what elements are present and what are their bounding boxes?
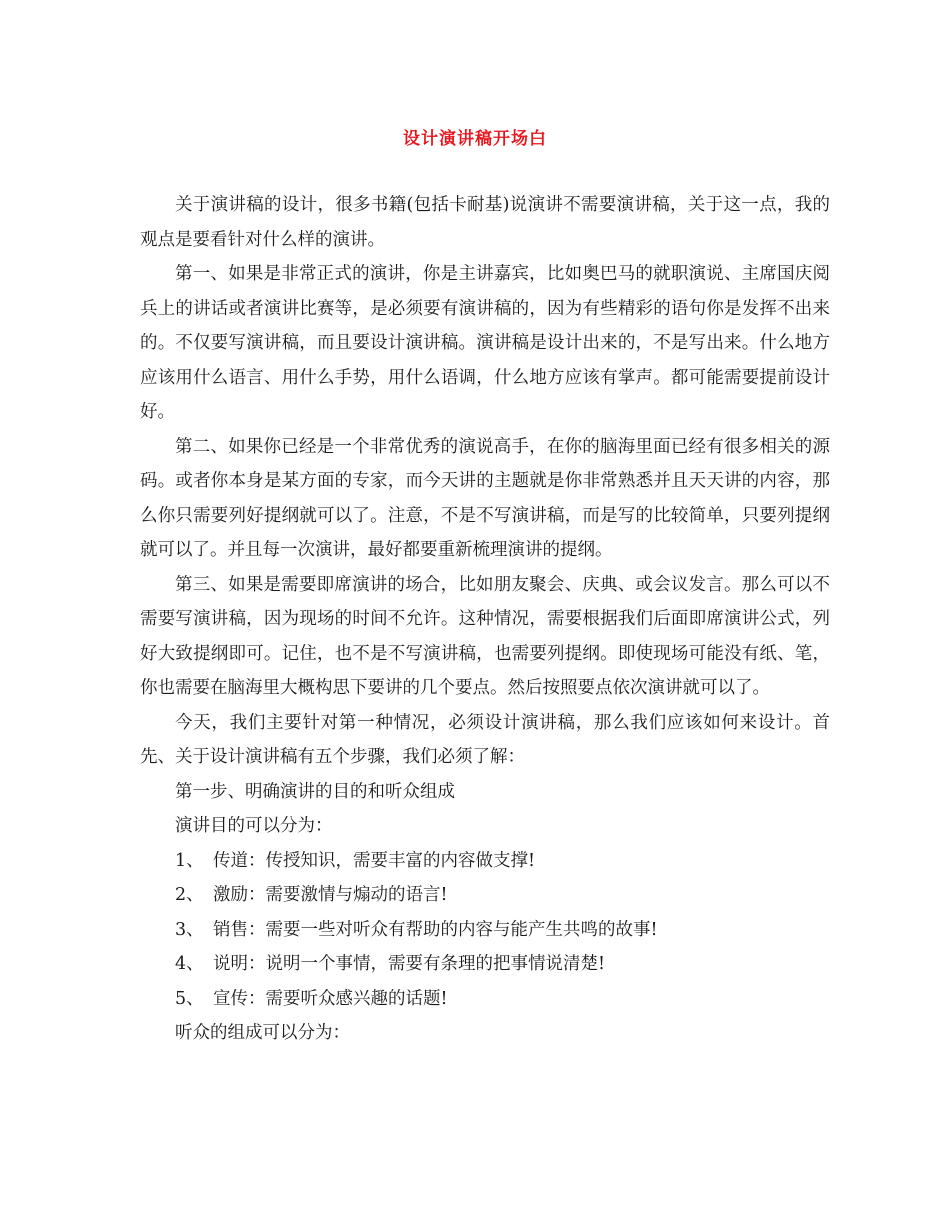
list-item	[140, 913, 830, 948]
list-item	[140, 878, 830, 913]
list-text: 激励：需要激情与煽动的语言!	[213, 885, 448, 905]
document-title: 设计演讲稿开场白	[403, 129, 547, 149]
paragraph-intro: 关于演讲稿的设计，很多书籍(包括卡耐基)说演讲不需要演讲稿，关于这一点，我的观点是要看针对什么样的演讲。	[140, 195, 830, 250]
step-heading: 第一步、明确演讲的目的和听众组成	[175, 781, 455, 802]
list-number: 5、	[175, 988, 204, 1009]
list-item	[140, 982, 830, 1017]
list-text: 传道：传授知识，需要丰富的内容做支撑!	[213, 850, 536, 871]
paragraph-second-case: 第二、如果你已经是一个非常优秀的演说高手，在你的脑海里面已经有很多相关的源码。或者你本身是某方面的专家，而今天讲的主题就是你非常熟悉并且天天讲的内容，那么你只需要列好提纲就可以了。注意，不是不写演讲稿，而是写的比较简单，只要列提纲就可以了。并且每一次演讲，最好都要重新梳理演讲的提纲。	[140, 436, 830, 560]
list-number: 4、	[175, 954, 204, 974]
paragraph-today: 今天，我们主要针对第一种情况，必须设计演讲稿，那么我们应该如何来设计。首先、关于设计演讲稿有五个步骤，我们必须了解：	[140, 712, 830, 767]
list-item	[140, 844, 830, 879]
list-text: 宣传：需要听众感兴趣的话题!	[213, 988, 448, 1009]
audience-intro: 听众的组成可以分为：	[175, 1023, 350, 1043]
purpose-list	[140, 844, 830, 1017]
list-item	[140, 947, 830, 982]
list-number: 3、	[175, 919, 204, 940]
list-number: 1、	[175, 850, 204, 871]
list-number: 2、	[175, 885, 204, 905]
document-body	[140, 188, 830, 1051]
paragraph-third-case: 第三、如果是需要即席演讲的场合，比如朋友聚会、庆典、或会议发言。那么可以不需要写演讲稿，因为现场的时间不允许。这种情况，需要根据我们后面即席演讲公式，列好大致提纲即可。记住，也不是不写演讲稿，也需要列提纲。即使现场可能没有纸、笔，你也需要在脑海里大概构思下要讲的几个要点。然后按照要点依次演讲就可以了。	[140, 574, 830, 698]
paragraph-first-case: 第一、如果是非常正式的演讲，你是主讲嘉宾，比如奥巴马的就职演说、主席国庆阅兵上的讲话或者演讲比赛等，是必须要有演讲稿的，因为有些精彩的语句你是发挥不出来的。不仅要写演讲稿，而且要设计演讲稿。演讲稿是设计出来的，不是写出来。什么地方应该用什么语言、用什么手势，用什么语调，什么地方应该有掌声。都可能需要提前设计好。	[140, 264, 830, 422]
list-text: 说明：说明一个事情，需要有条理的把事情说清楚!	[213, 954, 606, 974]
list-text: 销售：需要一些对听众有帮助的内容与能产生共鸣的故事!	[213, 919, 658, 940]
purpose-intro: 演讲目的可以分为：	[175, 816, 333, 836]
